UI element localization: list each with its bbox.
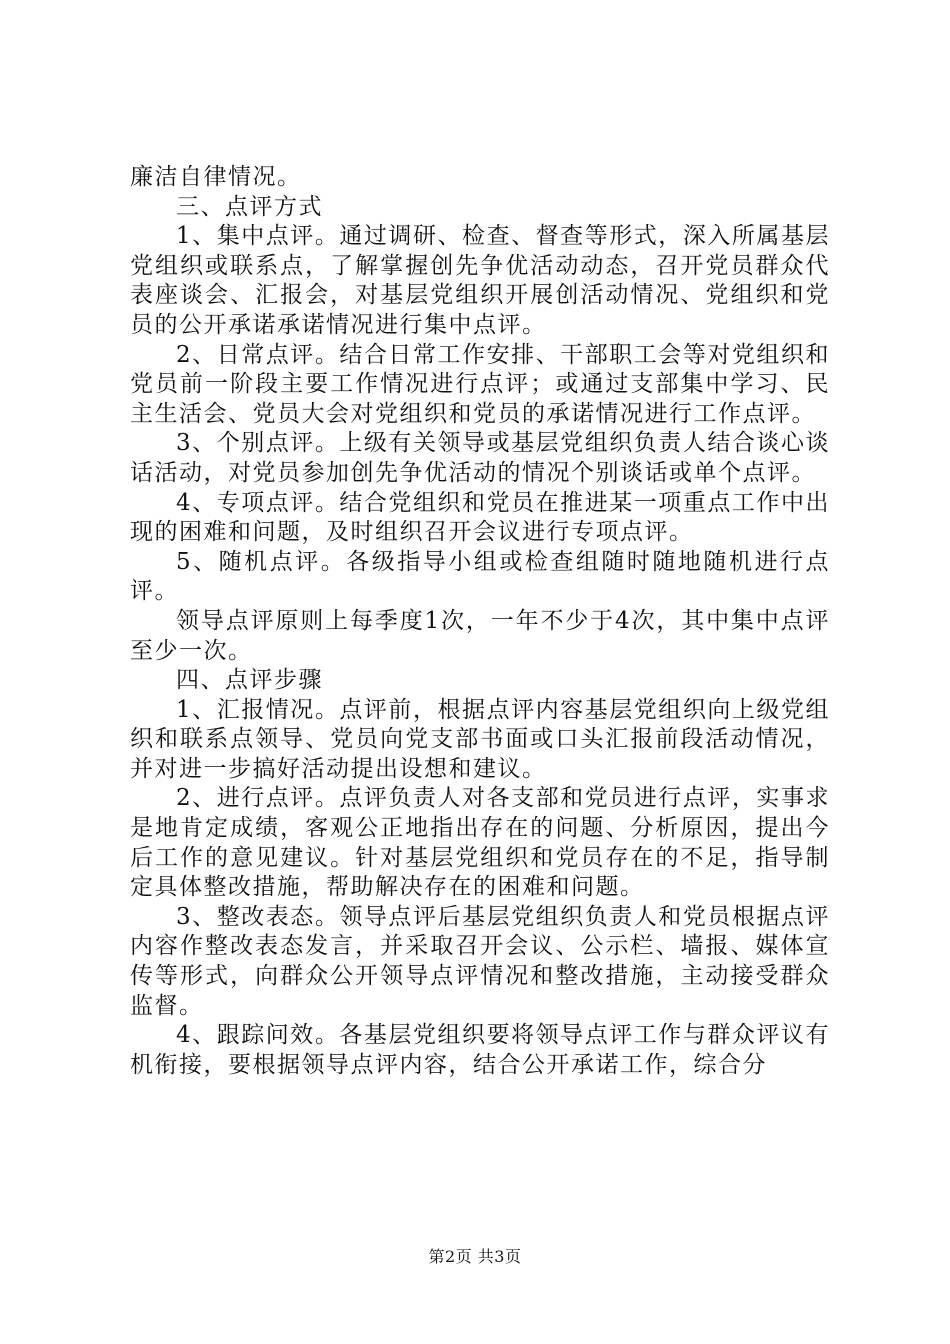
paragraph-centralized-review: 1、集中点评。通过调研、检查、督查等形式，深入所属基层党组织或联系点，了解掌握创先争优活动动态，召开党员群众代表座谈会、汇报会，对基层党组织开展创活动情况、党组织和党员的公开承诺承诺情况进行集中点评。 [130,223,830,338]
paragraph-random-review: 5、随机点评。各级指导小组或检查组随时随地随机进行点评。 [130,548,830,605]
section-heading-review-steps: 四、点评步骤 [176,667,323,694]
paragraph-special-review: 4、专项点评。结合党组织和党员在推进某一项重点工作中出现的困难和问题，及时组织召开会议进行专项点评。 [130,489,830,546]
paragraph-continuation: 廉洁自律情况。 [130,164,302,190]
paragraph-daily-review: 2、日常点评。结合日常工作安排、干部职工会等对党组织和党员前一阶段主要工作情况进行点评；或通过支部集中学习、民主生活会、党员大会对党组织和党员的承诺情况进行工作点评。 [130,341,830,427]
paragraph-rectification-statement: 3、整改表态。领导点评后基层党组织负责人和党员根据点评内容作整改表态发言，并采取召开会议、公示栏、墙报、媒体宣传等形式，向群众公开领导点评情况和整改措施，主动接受群众监督。 [130,903,830,1019]
paragraph-conduct-review: 2、进行点评。点评负责人对各支部和党员进行点评，实事求是地肯定成绩，客观公正地指出存在的问题、分析原因，提出今后工作的意见建议。针对基层党组织和党员存在的不足，指导制定具体整改措施，帮助解决存在的困难和问题。 [130,785,830,901]
paragraph-report-situation: 1、汇报情况。点评前，根据点评内容基层党组织向上级党组织和联系点领导、党员向党支部书面或口头汇报前段活动情况，并对进一步搞好活动提出设想和建议。 [130,696,830,782]
paragraph-individual-review: 3、个别点评。上级有关领导或基层党组织负责人结合谈心谈话活动，对党员参加创先争优活动的情况个别谈话或单个点评。 [130,430,830,486]
page-footer: 第2页 共3页 [428,1247,522,1266]
section-heading-review-methods: 三、点评方式 [176,193,323,220]
paragraph-follow-up: 4、跟踪问效。各基层党组织要将领导点评工作与群众评议有机衔接，要根据领导点评内容，结合公开承诺工作，综合分 [130,1022,830,1078]
document-body [130,163,830,1080]
paragraph-review-frequency: 领导点评原则上每季度1次，一年不少于4次，其中集中点评至少一次。 [130,607,830,664]
